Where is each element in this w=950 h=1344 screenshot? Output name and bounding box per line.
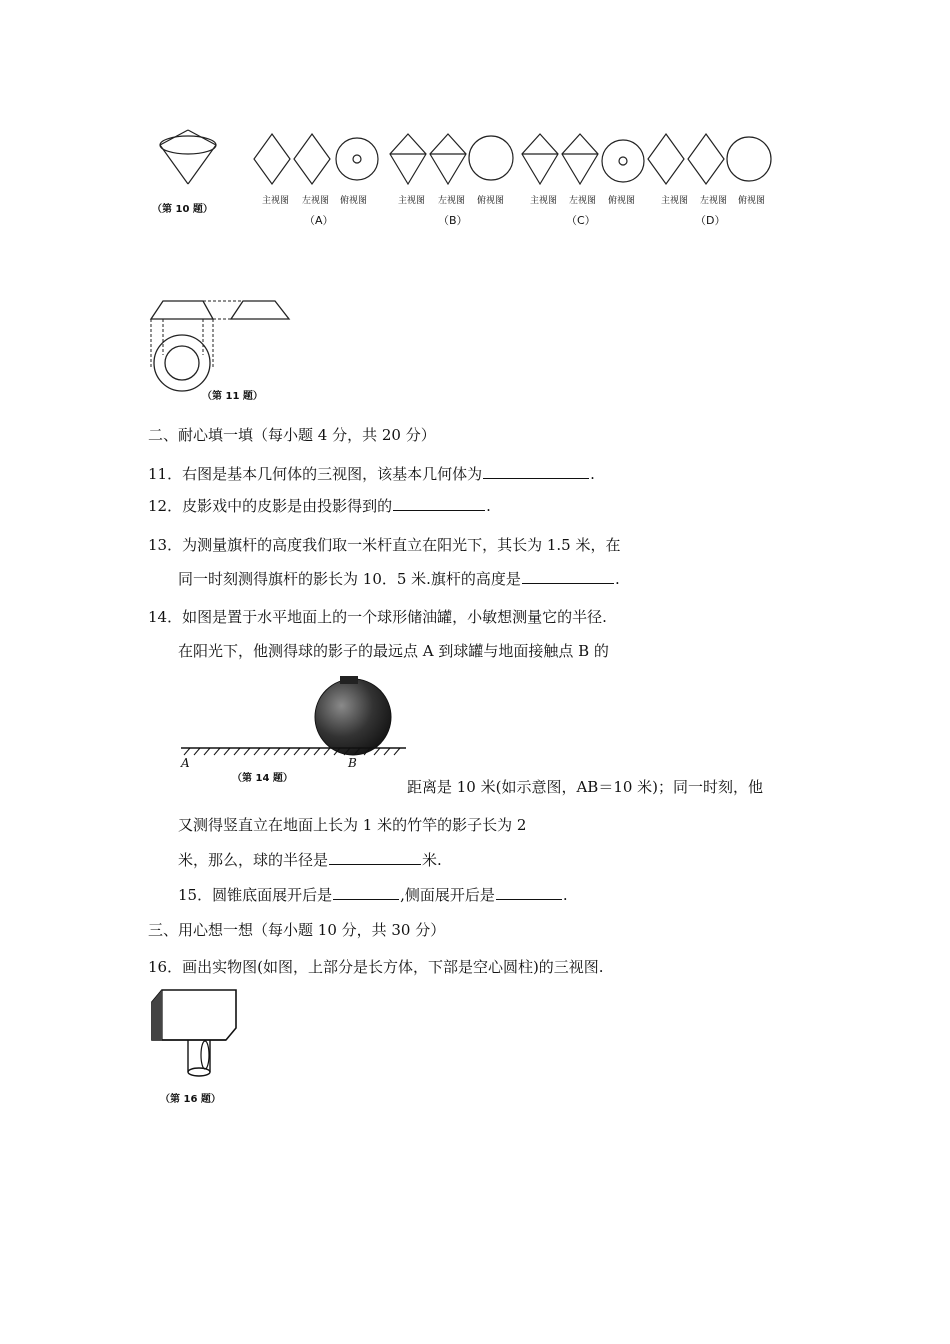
- fig10-option-a-label: （A）: [304, 214, 334, 227]
- fig16-object-drawing: [148, 988, 248, 1088]
- fig10-cone-drawing: [150, 128, 230, 190]
- q14-text: 米，那么，球的半径是: [178, 851, 329, 869]
- fig10-d-label-front: 主视图: [661, 196, 689, 206]
- q12-text: 12．皮影戏中的皮影是由投影得到的: [148, 497, 393, 515]
- q13-end: .: [614, 570, 620, 588]
- q11-end: .: [590, 465, 595, 483]
- question-14-line2: 在阳光下，他测得球的影子的最远点 A 到球罐与地面接触点 B 的: [178, 642, 609, 660]
- fig14-caption: （第 14 题）: [232, 773, 293, 784]
- question-15: [178, 885, 568, 905]
- fig14-sphere-tank-drawing: [178, 672, 408, 757]
- fig10-a-label-top: 俯视图: [340, 196, 368, 206]
- q11-text: 11．右图是基本几何体的三视图，该基本几何体为: [148, 465, 483, 483]
- section2-heading: 二、耐心填一填（每小题 4 分，共 20 分）: [148, 426, 436, 444]
- question-16: 16．画出实物图(如图，上部分是长方体，下部是空心圆柱)的三视图.: [148, 958, 604, 976]
- q15-end: .: [562, 886, 568, 904]
- q15-blank-base[interactable]: [333, 885, 399, 900]
- q13-answer-blank[interactable]: [522, 569, 614, 584]
- fig14-point-a: A: [181, 756, 190, 770]
- q12-answer-blank[interactable]: [393, 496, 485, 511]
- fig10-c-label-top: 俯视图: [608, 196, 636, 206]
- q15-part2: ,侧面展开后是: [400, 886, 495, 904]
- fig10-option-a-views: [252, 132, 387, 188]
- q14-answer-blank[interactable]: [329, 850, 421, 865]
- q12-end: .: [486, 497, 491, 515]
- question-14-line3: 距离是 10 米(如示意图，AB＝10 米)；同一时刻，他: [407, 778, 764, 796]
- question-12: [148, 496, 491, 516]
- fig10-option-b-label: （B）: [438, 214, 468, 227]
- fig16-caption: （第 16 题）: [160, 1094, 221, 1105]
- fig10-a-label-front: 主视图: [262, 196, 290, 206]
- fig10-option-d-views: [646, 132, 776, 188]
- question-14-line1: 14．如图是置于水平地面上的一个球形储油罐，小敏想测量它的半径.: [148, 608, 607, 626]
- fig10-caption: （第 10 题）: [152, 204, 213, 215]
- fig10-c-label-front: 主视图: [530, 196, 558, 206]
- fig10-d-label-top: 俯视图: [738, 196, 766, 206]
- fig11-caption: （第 11 题）: [202, 391, 263, 402]
- question-13-line2: [178, 569, 620, 589]
- question-11: [148, 464, 595, 484]
- fig10-a-label-left: 左视图: [302, 196, 330, 206]
- fig10-c-label-left: 左视图: [569, 196, 597, 206]
- fig10-option-c-label: （C）: [566, 214, 596, 227]
- section3-heading: 三、用心想一想（每小题 10 分，共 30 分）: [148, 921, 446, 939]
- q15-blank-side[interactable]: [496, 885, 562, 900]
- question-14-line4: 又测得竖直立在地面上长为 1 米的竹竿的影子长为 2: [178, 816, 527, 834]
- fig10-option-d-label: （D）: [695, 214, 726, 227]
- fig11-three-views-drawing: [145, 295, 295, 390]
- fig10-b-label-left: 左视图: [438, 196, 466, 206]
- fig10-option-b-views: [388, 132, 518, 188]
- q11-answer-blank[interactable]: [483, 464, 589, 479]
- question-13-line1: 13．为测量旗杆的高度我们取一米杆直立在阳光下，其长为 1.5 米，在: [148, 536, 621, 554]
- fig10-b-label-top: 俯视图: [477, 196, 505, 206]
- q14-end: 米.: [422, 851, 442, 869]
- fig10-option-c-views: [520, 132, 650, 188]
- q13-text: 同一时刻测得旗杆的影长为 10．5 米.旗杆的高度是: [178, 570, 521, 588]
- question-14-line5: [178, 850, 442, 870]
- fig14-point-b: B: [348, 756, 357, 770]
- q15-part1: 15．圆锥底面展开后是: [178, 886, 333, 904]
- fig10-b-label-front: 主视图: [398, 196, 426, 206]
- fig10-d-label-left: 左视图: [700, 196, 728, 206]
